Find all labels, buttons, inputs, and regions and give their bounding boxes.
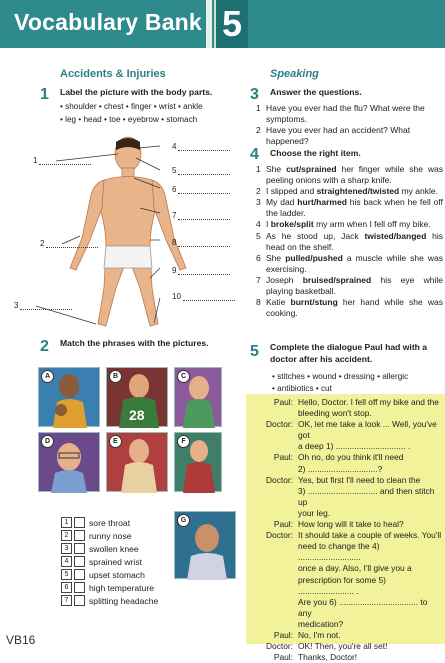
phrase-row-6 [61,581,158,594]
question-2-instruction: Match the phrases with the pictures. [60,338,209,348]
unit-number: 5 [214,0,248,48]
dialogue-text: medication? [298,618,344,629]
picture-letter: D [41,435,54,448]
question-3-number: 3 [250,86,259,103]
answer-blank[interactable] [178,266,230,275]
phrase-text: upset stomach [89,569,145,580]
dialogue-blank-2[interactable]: 2) ..............................? [298,463,383,474]
dialogue-blank-6[interactable]: Are you 6) .................................. to any [298,596,428,618]
question-5-number: 5 [250,343,259,360]
dialogue-line [246,641,442,652]
dialogue-blank-3[interactable]: 3) .............................. and then stitch up [298,485,435,507]
q4-item-8 [256,297,443,319]
question-4-number: 4 [250,146,259,163]
question-4-instruction: Choose the right item. [270,148,361,158]
picture-e [106,432,168,492]
dialogue-line [246,630,442,641]
dialogue-text: once a day. Also, I'll give you a [298,563,412,574]
page-number: VB16 [6,633,36,647]
dialogue-line [246,475,442,519]
question-3-instruction: Answer the questions. [270,87,362,97]
q4-item-5 [256,231,443,253]
picture-letter: B [109,370,122,383]
item-text: As he stood up, Jack [266,230,365,241]
dialogue-line [246,452,442,474]
answer-blank[interactable] [183,292,235,301]
phrase-text: splitting headache [89,595,159,606]
phrase-list [61,516,158,607]
picture-letter: C [177,370,190,383]
item-text: She [266,164,287,174]
answer-blank[interactable] [20,301,72,310]
label-number: 3 [14,301,19,310]
dialogue-text: your leg. [298,507,331,518]
q4-item-7 [256,275,443,297]
dialogue-text: How long will it take to heal? [298,519,404,530]
body-parts-words-2: • leg • head • toe • eyebrow • stomach [60,115,198,124]
label-number: 8 [172,238,177,247]
q4-item-3 [256,197,443,219]
dialogue-text: OK, let me take a look ... Well, you've got [298,419,437,441]
label-number: 6 [172,185,177,194]
question-4-items [256,164,443,319]
speaker: Paul: [273,452,293,463]
dialogue-word-bank [272,371,408,395]
phrase-number: 6 [61,582,72,593]
q4-item-4 [256,219,443,230]
body-label-5 [172,166,230,175]
answer-box[interactable] [74,517,85,528]
answer-blank[interactable] [178,185,230,194]
item-text: my ankle. [399,186,438,197]
speaker: Doctor: [266,419,293,430]
dialogue-blank-4[interactable]: need to change the 4) ........................... [298,541,380,563]
instruction-line: doctor after his accident. [270,354,373,364]
item-text: Joseph [266,274,303,285]
item-options[interactable]: hurt/harmed [297,197,347,208]
item-text: his back when he fell off the ladder. [266,197,443,219]
picture-letter: E [109,435,122,448]
item-line: Have you ever had the flu? What were the [266,103,425,113]
answer-blank[interactable] [178,142,230,151]
item-number: 1 [256,103,261,113]
label-number: 9 [172,266,177,275]
svg-text:28: 28 [129,407,145,423]
item-text: his head on the shelf. [266,230,443,252]
header-bar [0,0,445,48]
phrase-row-5 [61,568,158,581]
header-stripe [206,0,212,48]
q4-item-1 [256,164,443,186]
dialogue-text: bleeding won't stop. [298,408,372,419]
body-label-7 [172,211,230,220]
dialogue-text: Hello, Doctor. I fell off my bike and the [298,397,439,407]
item-options[interactable]: pulled/pushed [285,252,343,263]
speaker: Paul: [273,397,293,407]
body-label-10 [172,292,235,301]
phrase-number: 4 [61,556,72,567]
picture-b [106,367,168,427]
phrase-row-2 [61,529,158,542]
answer-blank[interactable] [46,239,98,248]
dialogue-line [246,519,442,530]
picture-letter: G [177,514,190,527]
phrase-number: 1 [61,517,72,528]
picture-d [38,432,100,492]
word-bank-line: • antibiotics • cut [272,384,332,393]
phrase-row-1 [61,516,158,529]
label-number: 10 [172,292,181,301]
question-5-instruction [270,341,427,365]
dialogue-line [246,419,442,452]
body-label-4 [172,142,230,151]
phrase-number: 5 [61,569,72,580]
answer-box[interactable] [74,543,85,554]
dialogue-line [246,530,442,630]
item-text: her hand while she was cooking. [266,297,443,319]
phrase-number: 2 [61,530,72,541]
question-1-number: 1 [40,86,49,103]
item-number: 3 [256,197,261,208]
body-parts-words-1: • shoulder • chest • finger • wrist • ankle [60,102,203,111]
answer-blank[interactable] [178,238,230,247]
item-text: his eye while playing basketball. [266,274,443,297]
item-text: my arm when I fell off my bike. [313,219,431,230]
speaker: Doctor: [266,474,293,485]
phrase-row-3 [61,542,158,555]
speaking-section-title: Speaking [270,68,319,80]
answer-box[interactable] [74,530,85,541]
item-number: 2 [256,186,261,197]
speaker: Doctor: [266,641,293,652]
item-options[interactable]: broke/split [270,219,314,230]
dialogue-line [246,397,442,419]
item-text: Katie [266,297,291,308]
item-line: symptoms. [266,114,308,125]
item-options[interactable]: straightened/twisted [316,186,400,197]
page-title: Vocabulary Bank [14,9,202,35]
item-number: 7 [256,274,261,285]
picture-letter: F [177,435,190,448]
picture-c [174,367,222,427]
body-label-8 [172,238,230,247]
q4-item-2 [256,186,443,197]
picture-f [174,432,222,492]
instruction-line: Complete the dialogue Paul had with a [270,342,428,352]
dialogue-text: No, I'm not. [298,629,341,640]
answer-blank[interactable] [178,166,230,175]
dialogue-blank-1[interactable]: a deep 1) .............................. . [298,441,411,452]
answer-blank[interactable] [178,211,230,220]
dialogue-text: Oh no, do you think it'll need [298,452,404,463]
answer-box[interactable] [74,595,85,606]
picture-g [174,511,236,579]
phrase-number: 3 [61,543,72,554]
question-1-instruction: Label the picture with the body parts. [60,87,213,97]
answer-box[interactable] [74,569,85,580]
item-number: 4 [256,219,261,230]
dialogue-blank-5[interactable]: prescription for some 5) ........................ . [298,574,386,596]
label-number: 4 [172,142,177,151]
item-line: Have you ever had an accident? What happened? [266,125,411,147]
label-number: 2 [40,239,45,248]
item-number: 1 [256,164,261,174]
body-label-1 [33,156,91,165]
picture-letter: A [41,370,54,383]
question-3-items [256,103,443,147]
phrase-text: high temperature [89,582,154,593]
phrase-row-4 [61,555,158,568]
item-number: 8 [256,297,261,308]
item-options[interactable]: bruised/sprained [302,274,372,285]
accidents-section-title: Accidents & Injuries [60,68,166,80]
item-number: 6 [256,252,261,263]
dialogue-text: OK! Then, you're all set! [298,641,388,652]
answer-box[interactable] [74,582,85,593]
dialogue-line [246,652,442,663]
speaker: Paul: [273,519,293,530]
item-options[interactable]: burnt/stung [290,297,338,308]
phrase-text: sore throat [89,517,131,528]
item-number: 2 [256,125,261,136]
word-bank-line: • stitches • wound • dressing • allergic [272,372,409,381]
q4-item-6 [256,253,443,275]
body-label-6 [172,185,230,194]
picture-a [38,367,100,427]
answer-box[interactable] [74,556,85,567]
item-number: 5 [256,230,261,241]
phrase-text: swollen knee [89,543,139,554]
answer-blank[interactable] [39,156,91,165]
question-2-number: 2 [40,338,49,355]
item-options[interactable]: cut/sprained [286,164,337,174]
dialogue-box [246,394,445,663]
body-label-3 [14,301,72,310]
item-text: She [266,252,286,263]
label-number: 7 [172,211,177,220]
phrase-text: sprained wrist [89,556,143,567]
speaker: Paul: [273,629,293,640]
phrase-row-7 [61,594,158,607]
item-options[interactable]: twisted/banged [364,230,427,241]
speaker: Doctor: [266,530,293,541]
dialogue-text: Yes, but first I'll need to clean the [298,474,421,485]
phrase-text: runny nose [89,530,132,541]
body-label-9 [172,266,230,275]
item-text: I slipped and [266,186,317,197]
item-text: I [266,219,271,230]
dialogue-text: Thanks, Doctor! [298,652,358,663]
phrase-number: 7 [61,595,72,606]
item-text: a muscle while she was exercising. [266,252,443,274]
label-number: 5 [172,166,177,175]
q3-item-2 [256,125,443,147]
q3-item-1 [256,103,443,125]
item-text: her finger while she was peeling onions with a sharp knife. [266,164,443,186]
label-number: 1 [33,156,38,165]
item-text: My dad [266,197,298,208]
dialogue-text: It should take a couple of weeks. You'll [298,530,442,541]
speaker: Paul: [273,652,293,663]
body-label-2 [40,239,98,248]
